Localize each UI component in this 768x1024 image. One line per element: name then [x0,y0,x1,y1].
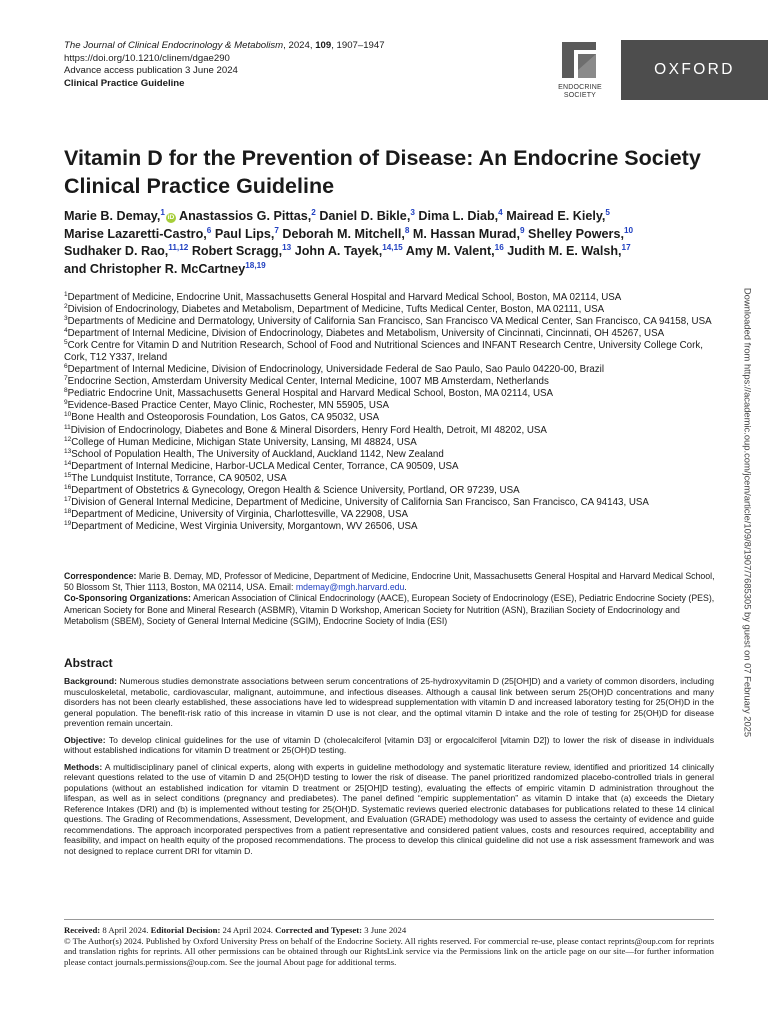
download-watermark [730,262,760,782]
author-affiliation-ref[interactable]: 16 [494,243,504,253]
author-affiliation-ref[interactable]: 3 [410,207,415,217]
download-watermark-text: Downloaded from https://academic.oup.com/jcem/article/109/8/1907/7685305 by guest on 07 February 2025 [742,287,754,738]
correspondence-block [64,571,719,627]
affiliation-text: Division of General Internal Medicine, Department of Medicine, University of California San Francisco, San Francisco, CA 94143, USA [71,496,649,508]
affiliation-number: 2 [64,302,68,310]
affiliation-text: Department of Obstetrics & Gynecology, Oregon Health & Science University, Portland, OR 97239, USA [71,484,520,496]
objective-label: Objective: [64,734,106,745]
article-footer [64,925,714,968]
affiliation-item [64,364,719,376]
oxford-logo: OXFORD [621,40,768,100]
methods-label: Methods: [64,761,103,772]
author-affiliation-ref[interactable]: 10 [623,225,634,235]
decision-label: Editorial Decision: [150,925,221,935]
affiliation-text: Department of Internal Medicine, Division of Endocrinology, Diabetes and Metabolism, University of Cincinnati, Cincinnati, OH 45267, USA [67,328,665,340]
author-name[interactable]: John A. Tayek, [294,244,383,259]
correspondence-end: . [404,582,407,593]
received-date: 8 April 2024. [102,925,149,935]
endocrine-society-logo [552,40,608,104]
affiliation-number: 14 [64,459,72,467]
received-label: Received: [64,925,101,935]
logo-text-line1: ENDOCRINE [558,84,602,91]
abstract-methods [64,762,714,857]
affiliation-number: 3 [64,314,68,322]
decision-date: 24 April 2024. [222,925,273,935]
background-text: Numerous studies demonstrate associations between serum concentrations of 25-hydroxyvitamin D (25[OH]D) and a variety of common disorders, including musculoskeletal, metabolic, cardiovascular, malignant, autoimmune, and infectious diseases. Although a causal link between serum 25(OH)D concentrations and many disorders has not been clearly established, these associations have led to widespread supplementation with vitamin D and increased laboratory testing for 25(OH)D in the general population. The benefit-risk ratio of this increase in vitamin D use is not clear, and the optimal vitamin D intake and the role of testing for 25(OH)D for disease prevention remain uncertain. [64,676,714,728]
author-affiliation-ref[interactable]: 4 [498,207,503,217]
affiliation-text: Endocrine Section, Amsterdam University Medical Center, Internal Medicine, 1007 MB Amsterdam, Netherlands [67,376,549,388]
affiliation-text: Departments of Medicine and Dermatology, University of California San Francisco, San Francisco VA Medical Center, San Francisco, CA 94158, USA [67,316,712,328]
affiliation-text: Department of Medicine, Endocrine Unit, Massachusetts General Hospital and Harvard Medical School, Boston, MA 02114, USA [67,292,622,303]
affiliation-text: Pediatric Endocrine Unit, Massachusetts General Hospital and Harvard Medical School, Boston, MA 02114, USA [67,388,554,400]
abstract-background [64,676,714,729]
affiliation-item [64,292,719,304]
author-affiliation-ref[interactable]: 11,12 [168,243,189,253]
affiliation-number: 8 [64,387,68,395]
author-list [64,208,724,279]
author-name[interactable]: Marie B. Demay, [64,209,161,223]
affiliation-item [64,376,719,388]
author-affiliation-ref[interactable]: 17 [621,243,631,253]
author-name[interactable]: Sudhaker D. Rao, [64,244,169,259]
affiliation-text: Bone Health and Osteoporosis Foundation, Los Gatos, CA 95032, USA [71,412,380,424]
cosponsors-text: American Association of Clinical Endocrinology (AACE), European Society of Endocrinology (ESE), Pediatric Endocrine Society (PES), American Society for Bone and Mineral Research (ASBMR), Vitamin D Workshop, American Society for Nutrition (ASN), Brazilian Society of Endocrinology and Metabolism (SBEM), Society of General Internal Medicine (SGIM), Endocrine Society of India (ESI) [64,593,715,626]
citation-pages: , 1907–1947 [331,40,385,51]
affiliation-text: Division of Endocrinology, Diabetes and Bone & Mineral Disorders, Henry Ford Health, Detroit, MI 48202, USA [70,424,547,436]
affiliation-text: College of Human Medicine, Michigan State University, Lansing, MI 48824, USA [71,436,417,448]
affiliation-list [64,292,719,533]
article-title: Vitamin D for the Prevention of Disease: An Endocrine Society Clinical Practice Guideline [64,146,701,198]
background-label: Background: [64,676,117,686]
affiliation-item [64,485,719,497]
orcid-icon[interactable]: iD [167,214,175,221]
article-section: Clinical Practice Guideline [64,77,185,89]
affiliation-text: School of Population Health, The University of Auckland, Auckland 1142, New Zealand [71,448,444,460]
affiliation-item [64,388,719,400]
affiliation-text: Division of Endocrinology, Diabetes and Metabolism, Department of Medicine, Tufts Medical Center, Boston, MA 02111, USA [67,304,605,316]
affiliation-number: 10 [64,411,72,419]
affiliation-text: Department of Internal Medicine, Harbor-UCLA Medical Center, Torrance, CA 90509, USA [71,460,459,472]
journal-name: The Journal of Clinical Endocrinology & Metabolism [64,40,284,51]
author-affiliation-ref[interactable]: 6 [206,225,212,235]
affiliation-item [64,425,719,437]
affiliation-item [64,473,719,485]
access-date: Advance access publication 3 June 2024 [64,65,238,77]
methods-text: A multidisciplinary panel of clinical experts, along with experts in guideline methodology and systematic literature review, identified and prioritized 14 clinically relevant questions related to the use of vitamin D and 25(OH)D testing to lower the risk of disease. The panel prioritized randomized placebo-controlled trials in general populations (without an established indication for vitamin D treatment or 25[OH]D testing), evaluating the effects of empiric vitamin D administration throughout the lifespan, as well as in select conditions (pregnancy and prediabetes). The panel defined “empiric supplementation” as vitamin D intake that (a) exceeds the Dietary Reference Intakes (DRI) and (b) is implemented without testing for 25(OH)D. Systematic reviews queried electronic databases for publications related to these 14 clinical questions. The Grading of Recommendations, Assessment, Development, and Evaluation (GRADE) methodology was used to assess the certainty of evidence and guide recommendations. The approach incorporated perspectives from a patient representative and considered patient values, costs and resources required, acceptability and feasibility, and impact on health equity of the proposed recommendations. The process to develop this clinical guideline did not use a risk assessment framework and was not designed to replace current DRI for vitamin D. [64,761,714,856]
affiliation-text: Cork Centre for Vitamin D and Nutrition Research, School of Food and Nutritional Sciences and INFANT Research Centre, University College Cork, Cork, T12 Y337, Ireland [64,340,703,364]
author-affiliation-ref[interactable]: 5 [605,207,610,217]
abstract-heading: Abstract [64,656,113,670]
logo-text-line2: SOCIETY [563,91,597,99]
author-name[interactable]: Deborah M. Mitchell, [282,226,405,241]
cosponsors [64,593,719,627]
affiliation-number: 4 [64,326,68,334]
affiliation-item [64,449,719,461]
author-name[interactable]: and Christopher R. McCartney [64,262,246,277]
affiliation-number: 11 [64,423,71,431]
affiliation-number: 12 [64,435,72,443]
affiliation-number: 7 [64,375,68,383]
objective-text: To develop clinical guidelines for the use of vitamin D (cholecalciferol [vitamin D3] or ergocalciferol [vitamin D2]) to lower the risk of disease in individuals without established indications for vitamin D treatment or 25(OH)D testing. [64,734,714,755]
endocrine-society-mark-icon [552,40,608,82]
correspondence-label: Correspondence: [64,571,137,581]
affiliation-number: 1 [64,290,68,298]
affiliation-item [64,412,719,424]
cosponsors-label: Co-Sponsoring Organizations: [64,593,191,604]
affiliation-number: 18 [64,507,72,515]
affiliation-text: The Lundquist Institute, Torrance, CA 90502, USA [71,472,287,484]
affiliation-number: 17 [64,495,72,503]
affiliation-item [64,304,719,316]
affiliation-number: 5 [64,338,68,346]
affiliation-item [64,461,719,473]
corrected-date: 3 June 2024 [364,925,407,935]
dates-line [64,925,714,936]
affiliation-number: 13 [64,447,72,455]
affiliation-text: Evidence-Based Practice Center, Mayo Clinic, Rochester, MN 55905, USA [67,400,389,412]
doi-link[interactable]: https://doi.org/10.1210/clinem/dgae290 [64,52,230,64]
author-name[interactable]: Paul Lips, [214,226,275,241]
article-header [64,40,735,100]
author-affiliation-ref[interactable]: 2 [311,207,316,217]
affiliation-number: 9 [64,399,68,407]
abstract-objective [64,735,714,756]
author-name[interactable]: Amy M. Valent, [405,244,495,259]
correspondence-text: Marie B. Demay, MD, Professor of Medicine, Department of Medicine, Endocrine Unit, Massachusetts General Hospital and Harvard Medical School, 50 Blossom St, Thier 1113, Boston, MA 02114, USA. Email: [64,571,715,593]
affiliation-item [64,316,719,328]
author-name[interactable]: M. Hassan Murad, [412,226,520,241]
correspondence [64,571,719,593]
affiliation-item [64,521,719,533]
copyright-notice: © The Author(s) 2024. Published by Oxford University Press on behalf of the Endocrine Society. All rights reserved. For commercial re-use, please contact reprints@oup.com for reprints and translation rights for reprints. All other permissions can be obtained through our RightsLink service via the Permissions link on the article page on our site—for further information please contact journals.permissions@oup.com. See the journal About page for additional terms. [64,935,714,968]
author-name[interactable]: Shelley Powers, [528,226,624,241]
affiliation-text: Department of Internal Medicine, Division of Endocrinology, Universidade Federal de Sao Paulo, Sao Paulo 04220-00, Brazil [67,364,604,376]
affiliation-item [64,497,719,509]
affiliation-number: 6 [64,363,68,371]
author-affiliation-ref[interactable]: 1 [160,207,165,217]
affiliation-text: Department of Medicine, University of Virginia, Charlottesville, VA 22908, USA [71,508,408,520]
citation-line [64,40,704,53]
author-affiliation-ref[interactable]: 7 [274,225,279,235]
affiliation-item [64,509,719,521]
footer-divider [64,919,714,920]
citation-volume: 109 [315,40,332,51]
author-affiliation-ref[interactable]: 13 [282,243,292,253]
author-name[interactable]: Mairead E. Kiely, [506,209,606,223]
affiliation-item [64,400,719,412]
author-name[interactable]: Anastassios G. Pittas, [178,209,312,223]
correspondence-email-link[interactable]: mdemay@mgh.harvard.edu [295,582,405,593]
author-name[interactable]: Judith M. E. Walsh, [507,244,622,259]
author-name[interactable]: Dima L. Diab, [418,209,499,223]
author-affiliation-ref[interactable]: 8 [404,225,410,235]
affiliation-number: 16 [64,483,72,491]
abstract-body [64,676,714,862]
affiliation-item [64,437,719,449]
author-name[interactable]: Daniel D. Bikle, [319,209,411,223]
affiliation-number: 19 [64,519,72,527]
author-affiliation-ref[interactable]: 14,15 [382,243,403,253]
citation-year: , 2024, [283,40,316,51]
author-affiliation-ref[interactable]: 18,19 [245,260,266,270]
affiliation-text: Department of Medicine, West Virginia University, Morgantown, WV 26506, USA [71,520,418,532]
author-affiliation-ref[interactable]: 9 [519,225,525,235]
affiliation-number: 15 [64,471,72,479]
affiliation-item [64,328,719,340]
affiliation-item [64,340,719,364]
author-name[interactable]: Marise Lazaretti-Castro, [64,226,207,241]
corrected-label: Corrected and Typeset: [275,925,363,935]
author-name[interactable]: Robert Scragg, [191,244,283,259]
